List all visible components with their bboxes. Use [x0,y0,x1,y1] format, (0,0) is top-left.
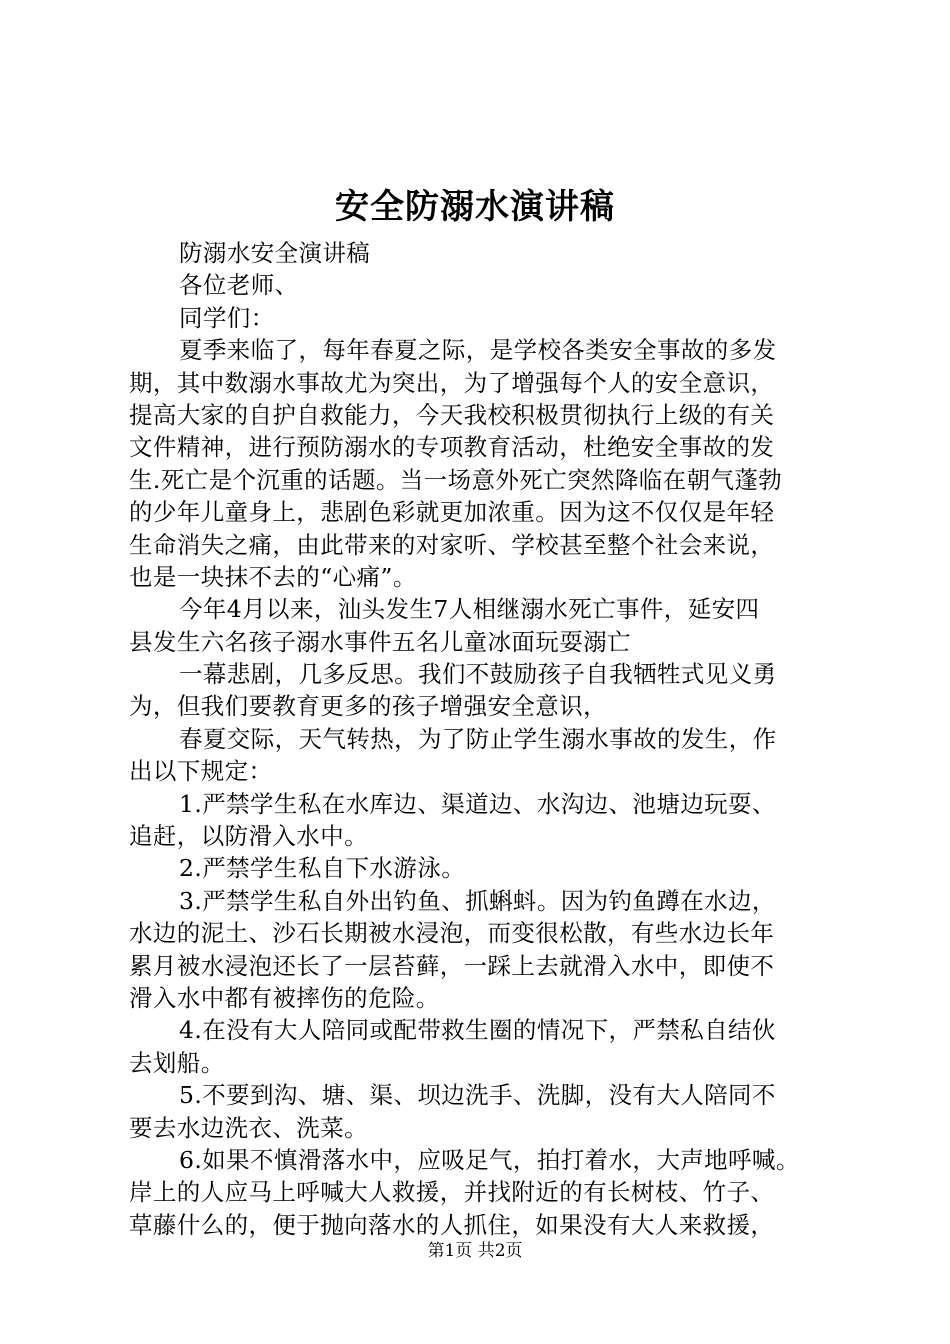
text-line: 同学们： [179,303,275,332]
text-line: 夏季来临了，每年春夏之际，是学校各类安全事故的多发 [179,336,777,365]
text-line: 文件精神，进行预防溺水的专项教育活动，杜绝安全事故的发 [129,433,775,462]
text-line: 岸上的人应马上呼喊大人救援，并找附近的有长树枝、竹子、 [129,1178,775,1207]
text-line: 也是一块抹不去的“心痛”。 [129,562,417,591]
text-line: 生.死亡是个沉重的话题。当一场意外死亡突然降临在朝气蓬勃 [129,465,783,494]
text-line: 防溺水安全演讲稿 [179,239,371,267]
text-line: 6.如果不慎滑落水中，应吸足气，拍打着水，大声地呼喊。 [179,1145,800,1174]
document-title: 安全防溺水演讲稿 [335,187,615,227]
text-line: 春夏交际，天气转热，为了防止学生溺水事故的发生，作 [179,724,777,753]
document-body [129,237,841,1241]
text-line: 出以下规定： [129,757,273,786]
page-footer: 第1页 共2页 [427,1241,523,1261]
text-line: 4.在没有大人陪同或配带救生圈的情况下，严禁私自结伙 [179,1016,776,1045]
text-line: 2.严禁学生私自下水游泳。 [179,854,466,883]
text-line: 3.严禁学生私自外出钓鱼、抓蝌蚪。因为钓鱼蹲在水边， [179,886,776,915]
text-line: 追赶，以防滑入水中。 [129,822,368,851]
text-line: 累月被水浸泡还长了一层苔藓，一踩上去就滑入水中，即使不 [129,951,775,980]
text-line: 要去水边洗衣、洗菜。 [129,1113,368,1142]
text-line: 期，其中数溺水事故尤为突出，为了增强每个人的安全意识， [129,368,775,397]
text-line: 水边的泥土、沙石长期被水浸泡，而变很松散，有些水边长年 [129,919,775,948]
text-line: 滑入水中都有被摔伤的危险。 [129,983,440,1012]
text-line: 为，但我们要教育更多的孩子增强安全意识， [129,692,607,721]
text-line: 县发生六名孩子溺水事件五名儿童冰面玩耍溺亡 [129,627,631,656]
text-line: 去划船。 [129,1048,225,1077]
text-line: 生命消失之痛，由此带来的对家听、学校甚至整个社会来说， [129,530,775,559]
text-line: 一幕悲剧，几多反思。我们不鼓励孩子自我牺牲式见义勇 [179,660,777,689]
text-line: 的少年儿童身上，悲剧色彩就更加浓重。因为这不仅仅是年轻 [129,498,775,527]
text-line: 草藤什么的，便于抛向落水的人抓住，如果没有大人来救援， [129,1210,775,1239]
text-line: 提高大家的自护自救能力，今天我校积极贯彻执行上级的有关 [129,400,775,429]
text-line: 各位老师、 [179,271,299,300]
text-line: 5.不要到沟、塘、渠、坝边洗手、洗脚，没有大人陪同不 [179,1081,776,1110]
text-line: 今年4月以来，汕头发生7人相继溺水死亡事件，延安四 [179,595,760,624]
text-line: 1.严禁学生私在水库边、渠道边、水沟边、池塘边玩耍、 [179,789,776,818]
